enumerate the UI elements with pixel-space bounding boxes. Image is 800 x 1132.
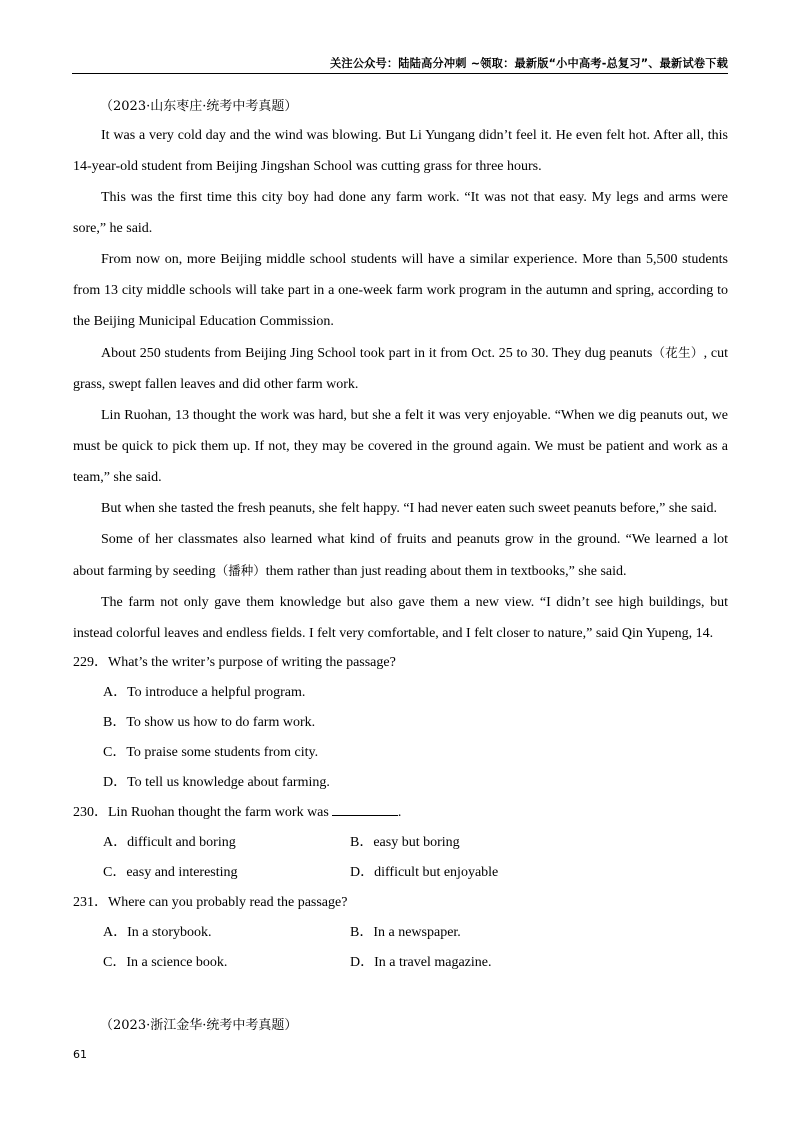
passage-paragraph: This was the first time this city boy had done any farm work. “It was not that easy. My legs and arms were sore,” he said.: [73, 190, 728, 236]
question-text: 230．Lin Ruohan thought the farm work was: [73, 805, 329, 820]
question-stem: 231．Where can you probably read the passage?: [73, 895, 348, 910]
page-number: 61: [73, 1048, 87, 1061]
paragraph-text: , cut grass, swept fallen leaves and did other farm work.: [73, 346, 728, 392]
answer-blank: [332, 801, 398, 816]
answer-option: D．In a travel magazine.: [350, 955, 492, 970]
answer-option: D．To tell us knowledge about farming.: [103, 775, 330, 790]
answer-option: C．easy and interesting: [103, 865, 238, 880]
option-row: [73, 918, 728, 948]
passage-paragraph: [73, 337, 728, 400]
chinese-gloss: （播种）: [215, 563, 266, 578]
reading-passage: [73, 120, 728, 649]
option-row: [73, 948, 728, 978]
option-row: [73, 828, 728, 858]
source-label-bottom: （2023·浙江金华·统考中考真题）: [100, 1018, 298, 1033]
answer-option: A．To introduce a helpful program.: [103, 685, 306, 700]
question-stem: 229．What’s the writer’s purpose of writing the passage?: [73, 655, 396, 670]
passage-paragraph: It was a very cold day and the wind was blowing. But Li Yungang didn’t feel it. He even felt hot. After all, this 14-year-old student from Beijing Jingshan School was cutting grass for three hours.: [73, 128, 728, 174]
question-stem: [73, 798, 728, 828]
passage-paragraph: Lin Ruohan, 13 thought the work was hard, but she a felt it was very enjoyable. “When we dig peanuts out, we must be quick to pick them up. If not, they may be covered in the ground again. We must be patient and work as a team,” she said.: [73, 408, 728, 485]
passage-paragraph: [73, 524, 728, 587]
option-row: [73, 858, 728, 888]
answer-option: C．In a science book.: [103, 955, 228, 970]
paragraph-text: About 250 students from Beijing Jing School took part in it from Oct. 25 to 30. They dug peanuts: [101, 346, 653, 361]
answer-option: D．difficult but enjoyable: [350, 865, 499, 880]
answer-option: B．To show us how to do farm work.: [103, 715, 316, 730]
answer-option: A．In a storybook.: [103, 925, 212, 940]
chinese-gloss: （花生）: [652, 345, 704, 360]
answer-option: A．difficult and boring: [103, 835, 236, 850]
answer-option: C．To praise some students from city.: [103, 745, 319, 760]
answer-option: B．easy but boring: [350, 835, 460, 850]
page-header: 关注公众号：陆陆高分冲刺 ~领取：最新版“小中高考-总复习”、最新试卷下载: [329, 57, 728, 70]
passage-paragraph: The farm not only gave them knowledge but also gave them a new view. “I didn’t see high buildings, but instead colorful leaves and endless fields. I felt very comfortable, and I felt closer to nature,” said Qin Yupeng, 14.: [73, 595, 728, 641]
source-label-top: （2023·山东枣庄·统考中考真题）: [100, 99, 298, 114]
passage-paragraph: From now on, more Beijing middle school students will have a similar experience. More than 5,500 students from 13 city middle schools will take part in a one-week farm work program in the autumn and spring, according to the Beijing Municipal Education Commission.: [73, 252, 728, 329]
answer-option: B．In a newspaper.: [350, 925, 461, 940]
passage-paragraph: But when she tasted the fresh peanuts, she felt happy. “I had never eaten such sweet peanuts before,” she said.: [101, 501, 718, 516]
header-rule: [72, 73, 728, 74]
question-list: [73, 648, 728, 978]
question-text-end: .: [397, 805, 402, 820]
paragraph-text: Some of her classmates also learned what kind of fruits and peanuts grow in the ground. “We learned a lot about farming by seeding: [73, 532, 728, 579]
paragraph-text: them rather than just reading about them in textbooks,” she said.: [265, 564, 627, 579]
